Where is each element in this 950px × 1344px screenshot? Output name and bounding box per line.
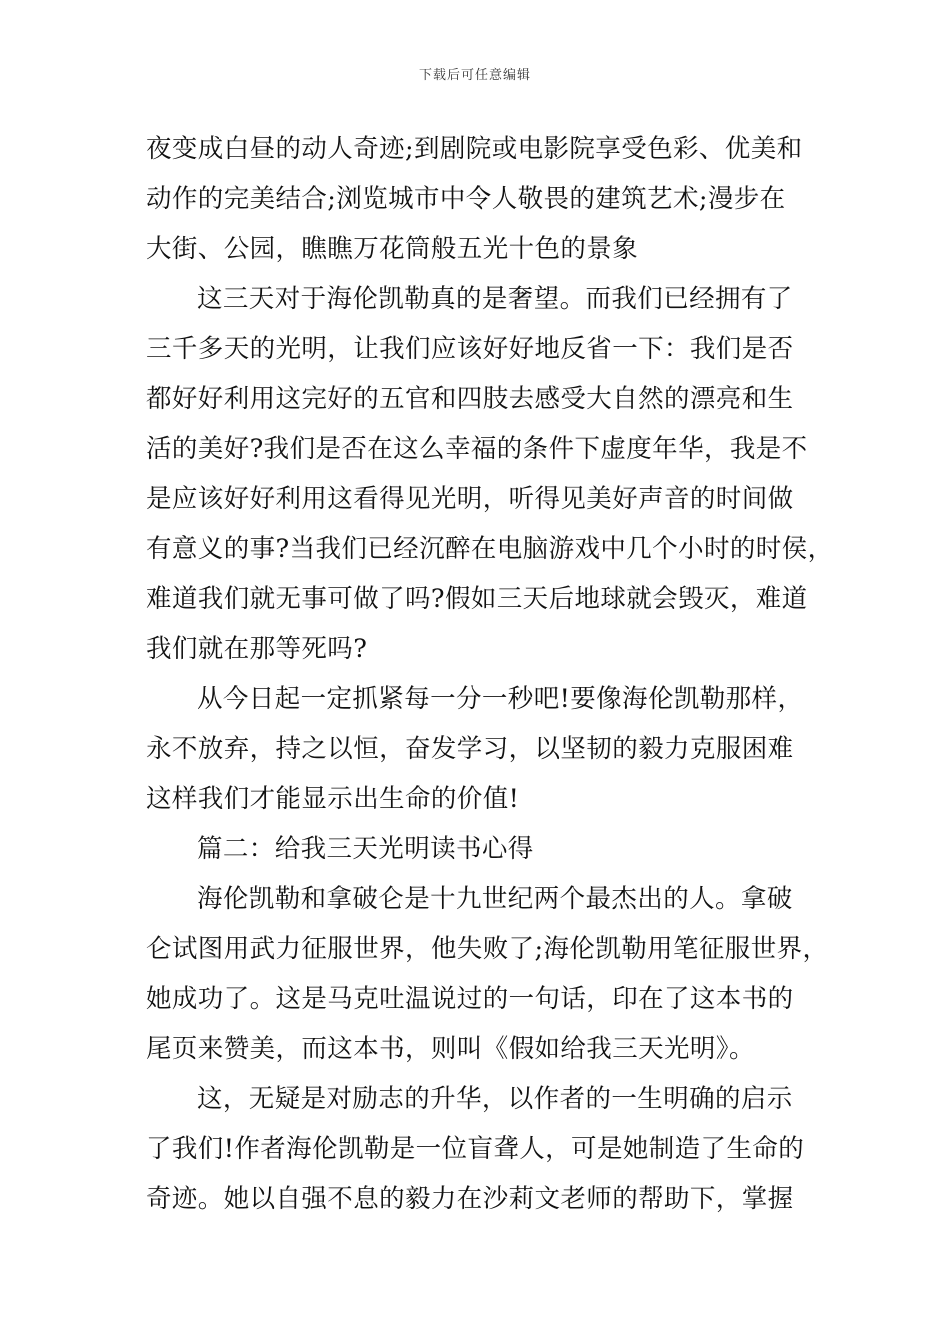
text-line: 有意义的事?当我们已经沉醉在电脑游戏中几个小时的时侯， bbox=[146, 534, 834, 564]
text-line: 难道我们就无事可做了吗?假如三天后地球就会毁灭，难道 bbox=[146, 584, 808, 614]
text-line: 大街、公园，瞧瞧万花筒般五光十色的景象 bbox=[146, 234, 639, 264]
document-body bbox=[146, 124, 834, 1224]
text-line: 她成功了。这是马克吐温说过的一句话，印在了这本书的 bbox=[146, 984, 794, 1014]
text-line: 尾页来赞美，而这本书，则叫《假如给我三天光明》。 bbox=[146, 1034, 755, 1064]
text-line: 从今日起一定抓紧每一分一秒吧!要像海伦凯勒那样， bbox=[197, 684, 804, 714]
text-line: 这三天对于海伦凯勒真的是奢望。而我们已经拥有了 bbox=[197, 284, 793, 314]
text-line: 这样我们才能显示出生命的价值! bbox=[146, 784, 520, 814]
text-line: 夜变成白昼的动人奇迹;到剧院或电影院享受色彩、优美和 bbox=[146, 134, 803, 164]
text-line: 动作的完美结合;浏览城市中令人敬畏的建筑艺术;漫步在 bbox=[146, 184, 786, 214]
text-line: 奇迹。她以自强不息的毅力在沙莉文老师的帮助下，掌握 bbox=[146, 1184, 794, 1214]
text-line: 海伦凯勒和拿破仑是十九世纪两个最杰出的人。拿破 bbox=[197, 884, 793, 914]
text-line: 篇二：给我三天光明读书心得 bbox=[197, 834, 534, 864]
page-header: 下载后可任意编辑 bbox=[418, 68, 531, 83]
text-line: 都好好利用这完好的五官和四肢去感受大自然的漂亮和生 bbox=[146, 384, 794, 414]
text-line: 永不放弃，持之以恒，奋发学习，以坚韧的毅力克服困难 bbox=[146, 734, 794, 764]
text-line: 仑试图用武力征服世界，他失败了;海伦凯勒用笔征服世界， bbox=[146, 934, 829, 964]
text-line: 活的美好?我们是否在这么幸福的条件下虚度年华，我是不 bbox=[146, 434, 808, 464]
text-line: 是应该好好利用这看得见光明，听得见美好声音的时间做 bbox=[146, 484, 794, 514]
text-line: 三千多天的光明，让我们应该好好地反省一下：我们是否 bbox=[146, 334, 794, 364]
text-line: 了我们!作者海伦凯勒是一位盲聋人，可是她制造了生命的 bbox=[146, 1134, 805, 1164]
text-line: 这，无疑是对励志的升华，以作者的一生明确的启示 bbox=[197, 1084, 793, 1114]
text-line: 我们就在那等死吗? bbox=[146, 634, 368, 664]
